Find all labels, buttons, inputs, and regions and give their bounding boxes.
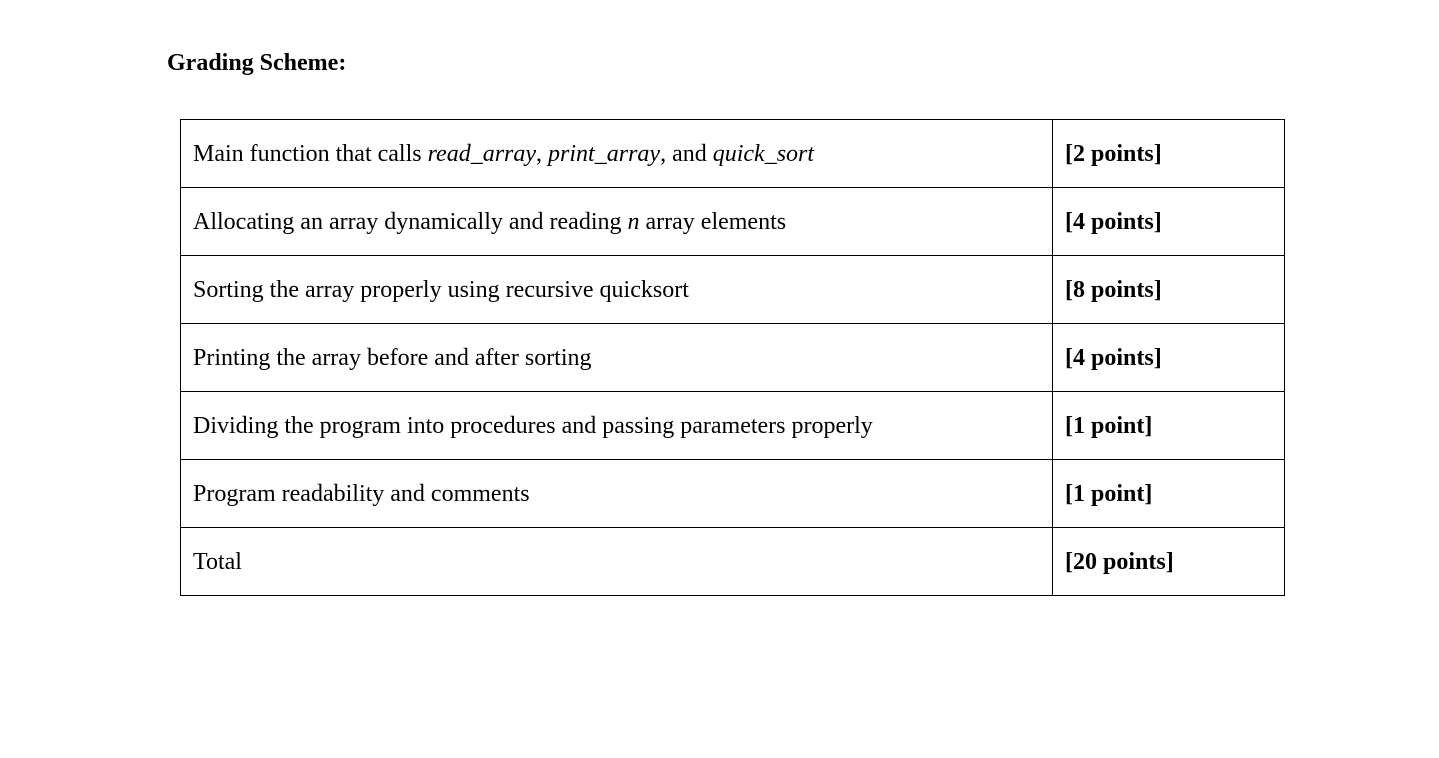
points-cell: [4 points] xyxy=(1053,188,1285,256)
grading-table-body xyxy=(181,120,1285,596)
criterion-cell xyxy=(181,324,1053,392)
criterion-cell xyxy=(181,392,1053,460)
criterion-text: array elements xyxy=(639,208,787,235)
criterion-cell xyxy=(181,528,1053,596)
grading-table xyxy=(180,119,1285,596)
points-cell: [4 points] xyxy=(1053,324,1285,392)
points-cell: [20 points] xyxy=(1053,528,1285,596)
criterion-text: Printing the array before and after sorting xyxy=(193,344,592,371)
points-cell: [1 point] xyxy=(1053,392,1285,460)
criterion-cell xyxy=(181,460,1053,528)
criterion-text: Total xyxy=(193,548,242,575)
criterion-cell xyxy=(181,120,1053,188)
criterion-text: , xyxy=(536,140,549,167)
table-row xyxy=(181,392,1285,460)
table-row xyxy=(181,460,1285,528)
page-title: Grading Scheme: xyxy=(167,50,347,76)
criterion-text: Allocating an array dynamically and reading xyxy=(193,208,628,235)
criterion-text: Program readability and comments xyxy=(193,480,530,507)
criterion-text: Dividing the program into procedures and passing parameters properly xyxy=(193,412,873,439)
table-row xyxy=(181,256,1285,324)
table-row xyxy=(181,188,1285,256)
points-cell: [8 points] xyxy=(1053,256,1285,324)
criterion-cell xyxy=(181,256,1053,324)
criterion-term: print_array xyxy=(548,140,661,167)
criterion-term: quick_sort xyxy=(712,140,815,167)
table-row xyxy=(181,324,1285,392)
table-row xyxy=(181,120,1285,188)
criterion-text: , and xyxy=(660,140,713,167)
criterion-cell xyxy=(181,188,1053,256)
points-cell: [1 point] xyxy=(1053,460,1285,528)
table-row xyxy=(181,528,1285,596)
criterion-text: Sorting the array properly using recursive quicksort xyxy=(193,276,689,303)
criterion-term: n xyxy=(627,208,640,235)
points-cell: [2 points] xyxy=(1053,120,1285,188)
criterion-term: read_array xyxy=(427,140,537,167)
criterion-text: Main function that calls xyxy=(193,140,428,167)
